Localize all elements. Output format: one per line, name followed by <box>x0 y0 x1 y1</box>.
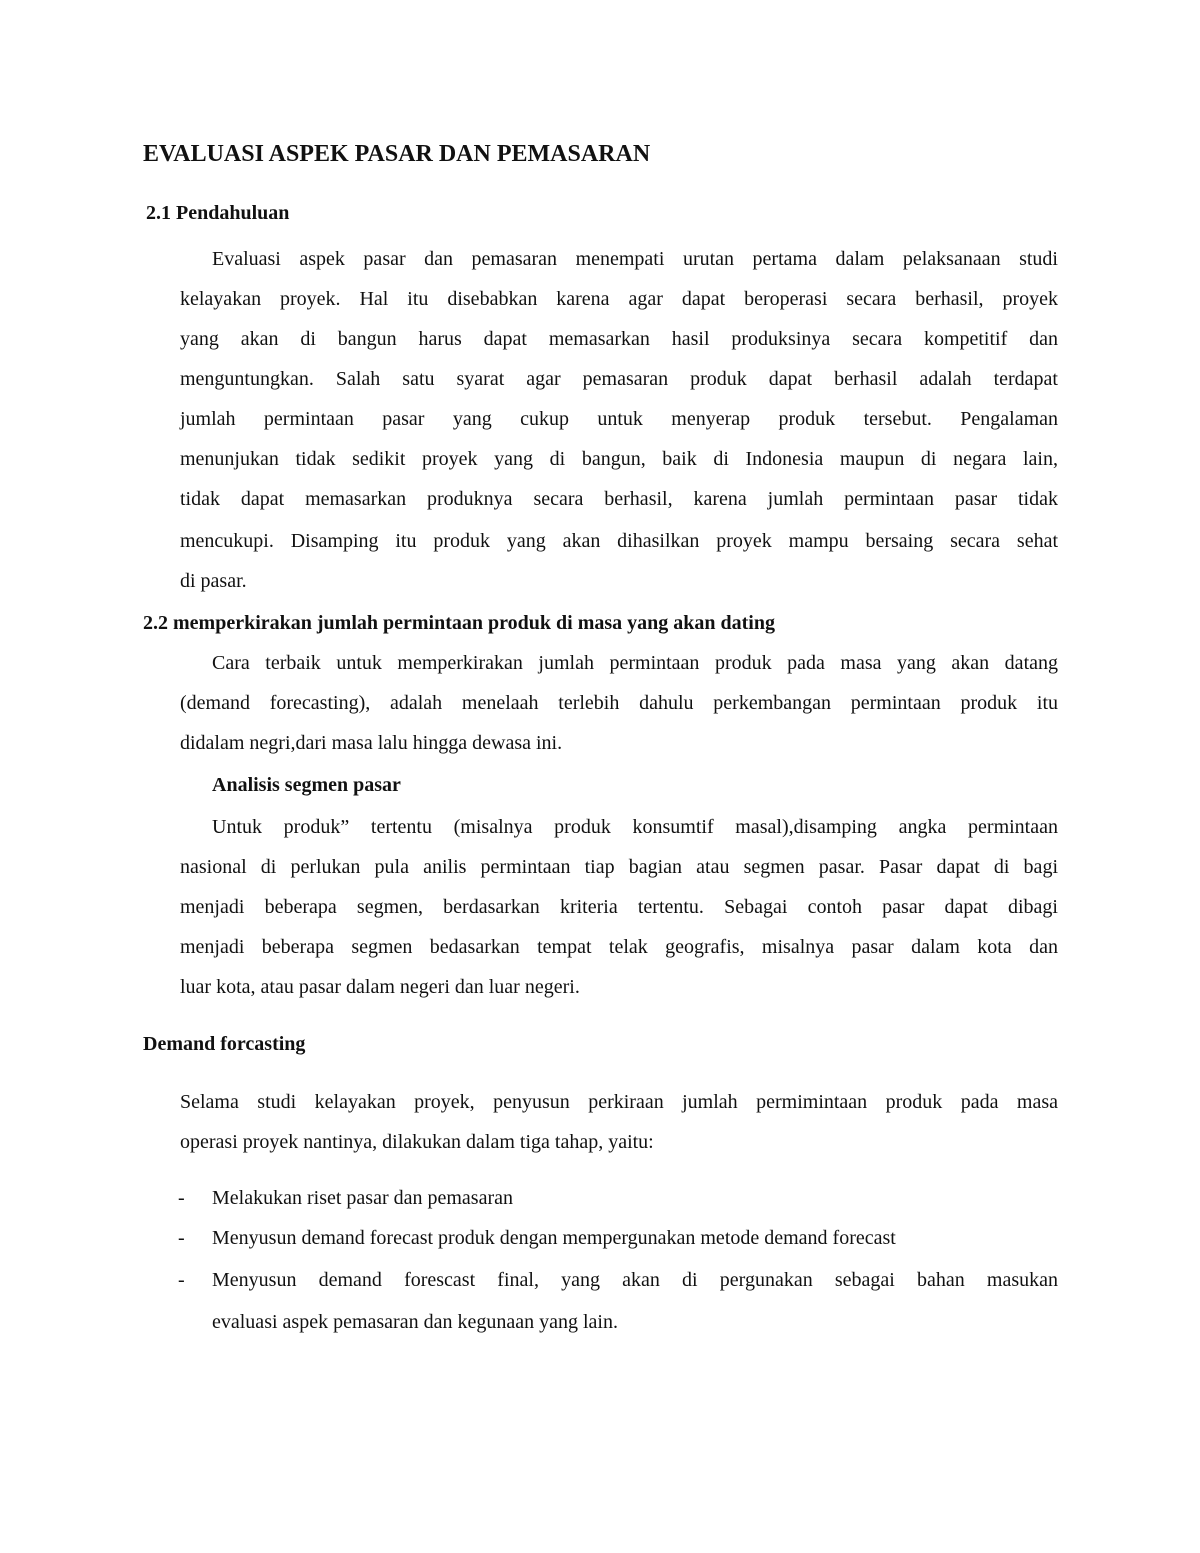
paragraph-line: (demand forecasting), adalah menelaah terlebih dahulu perkembangan permintaan produk itu <box>180 692 1058 714</box>
document-title: EVALUASI ASPEK PASAR DAN PEMASARAN <box>143 141 651 167</box>
paragraph-line: didalam negri,dari masa lalu hingga dewasa ini. <box>180 732 563 754</box>
paragraph-line: Untuk produk” tertentu (misalnya produk konsumtif masal),disamping angka permintaan <box>212 816 1058 838</box>
paragraph-line: mencukupi. Disamping itu produk yang akan dihasilkan proyek mampu bersaing secara sehat <box>180 530 1058 552</box>
bullet-item: Melakukan riset pasar dan pemasaran <box>212 1187 513 1209</box>
section-heading-demand-estimation: 2.2 memperkirakan jumlah permintaan produk di masa yang akan dating <box>143 612 775 634</box>
subheading-segmen-pasar: Analisis segmen pasar <box>212 774 401 796</box>
paragraph-line: di pasar. <box>180 570 247 592</box>
paragraph-line: Selama studi kelayakan proyek, penyusun perkiraan jumlah permimintaan produk pada masa <box>180 1091 1058 1113</box>
bullet-dash: - <box>178 1227 185 1249</box>
section-heading-demand-forcasting: Demand forcasting <box>143 1033 306 1055</box>
paragraph-line: menguntungkan. Salah satu syarat agar pemasaran produk dapat berhasil adalah terdapat <box>180 368 1058 390</box>
paragraph-line: Evaluasi aspek pasar dan pemasaran menempati urutan pertama dalam pelaksanaan studi <box>212 248 1058 270</box>
bullet-item: Menyusun demand forecast produk dengan mempergunakan metode demand forecast <box>212 1227 896 1249</box>
section-heading-pendahuluan: 2.1 Pendahuluan <box>146 202 290 224</box>
bullet-item-continuation: evaluasi aspek pemasaran dan kegunaan yang lain. <box>212 1311 618 1333</box>
paragraph-line: tidak dapat memasarkan produknya secara berhasil, karena jumlah permintaan pasar tidak <box>180 488 1058 510</box>
paragraph-line: menjadi beberapa segmen, berdasarkan kriteria tertentu. Sebagai contoh pasar dapat dibagi <box>180 896 1058 918</box>
bullet-item: Menyusun demand forescast final, yang akan di pergunakan sebagai bahan masukan <box>212 1269 1058 1291</box>
paragraph-line: menjadi beberapa segmen bedasarkan tempat telak geografis, misalnya pasar dalam kota dan <box>180 936 1058 958</box>
paragraph-line: kelayakan proyek. Hal itu disebabkan karena agar dapat beroperasi secara berhasil, proyek <box>180 288 1058 310</box>
bullet-dash: - <box>178 1187 185 1209</box>
bullet-dash: - <box>178 1269 185 1291</box>
paragraph-line: menunjukan tidak sedikit proyek yang di bangun, baik di Indonesia maupun di negara lain, <box>180 448 1058 470</box>
paragraph-line: nasional di perlukan pula anilis permintaan tiap bagian atau segmen pasar. Pasar dapat di bagi <box>180 856 1058 878</box>
paragraph-line: yang akan di bangun harus dapat memasarkan hasil produksinya secara kompetitif dan <box>180 328 1058 350</box>
paragraph-line: jumlah permintaan pasar yang cukup untuk menyerap produk tersebut. Pengalaman <box>180 408 1058 430</box>
paragraph-line: luar kota, atau pasar dalam negeri dan luar negeri. <box>180 976 580 998</box>
paragraph-line: Cara terbaik untuk memperkirakan jumlah permintaan produk pada masa yang akan datang <box>212 652 1058 674</box>
paragraph-line: operasi proyek nantinya, dilakukan dalam tiga tahap, yaitu: <box>180 1131 654 1153</box>
